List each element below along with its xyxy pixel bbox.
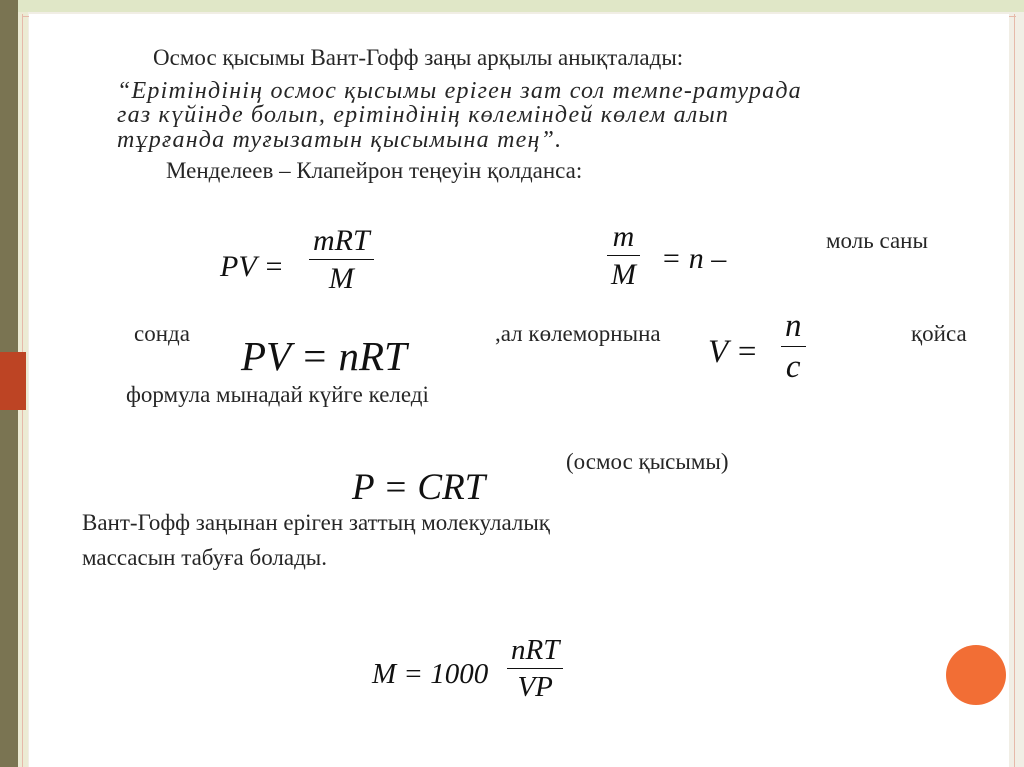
quote-line-1: “Ерітіндінің осмос қысымы еріген зат сол темпе-ратурада: [117, 78, 802, 104]
formula-v-lhs: V =: [708, 334, 759, 370]
formula-pv-fraction: [309, 226, 374, 294]
quote-line-2: газ күйінде болып, ерітіндінің көлеміндей көлем алып: [117, 102, 730, 128]
formula-moles-fraction: [607, 222, 640, 290]
intro-line: Осмос қысымы Вант-Гофф заңы арқылы анықталады:: [153, 45, 684, 70]
quote-line-3: тұрғанда туғызатын қысымына тең”.: [117, 127, 563, 153]
formula-moles-numerator: m: [612, 220, 635, 253]
decor-line-right: [1014, 14, 1015, 767]
formula-pv-lhs: PV =: [220, 250, 284, 283]
formula-v-denominator: c: [781, 346, 806, 384]
formula-moles-rhs: = n –: [661, 242, 727, 275]
formula-form-line: формула мынадай күйге келеді: [126, 382, 429, 407]
vant-hoff-line-1: Вант-Гофф заңынан еріген заттың молекулалық: [82, 510, 550, 535]
red-accent-tab: [0, 352, 26, 410]
formula-moles-denominator: M: [607, 255, 640, 290]
mole-count-label: моль саны: [826, 228, 928, 253]
koisa-label: қойса: [911, 321, 967, 346]
formula-m-lhs: M = 1000: [372, 658, 489, 690]
formula-pv-nrt: PV = nRT: [241, 333, 407, 379]
mendeleev-line: Менделеев – Клапейрон теңеуін қолданса:: [166, 158, 583, 183]
osmos-pressure-label: (осмос қысымы): [566, 449, 729, 474]
vant-hoff-line-2: массасын табуға болады.: [82, 545, 327, 570]
formula-p-crt: P = CRT: [352, 467, 486, 508]
slide-content: [29, 14, 1009, 767]
volume-label: ,ал көлеморнына: [495, 321, 661, 346]
sonda-label: сонда: [134, 321, 190, 346]
top-decor-band: [18, 0, 1024, 12]
formula-m-denominator: VP: [507, 668, 563, 702]
formula-pv-denominator: M: [309, 259, 374, 294]
formula-m-numerator: nRT: [511, 634, 560, 666]
orange-circle-decoration: [946, 645, 1006, 705]
formula-v-numerator: n: [785, 308, 802, 344]
formula-v-fraction: [781, 310, 806, 384]
formula-m-fraction: [507, 636, 563, 702]
formula-pv-numerator: mRT: [313, 224, 370, 257]
